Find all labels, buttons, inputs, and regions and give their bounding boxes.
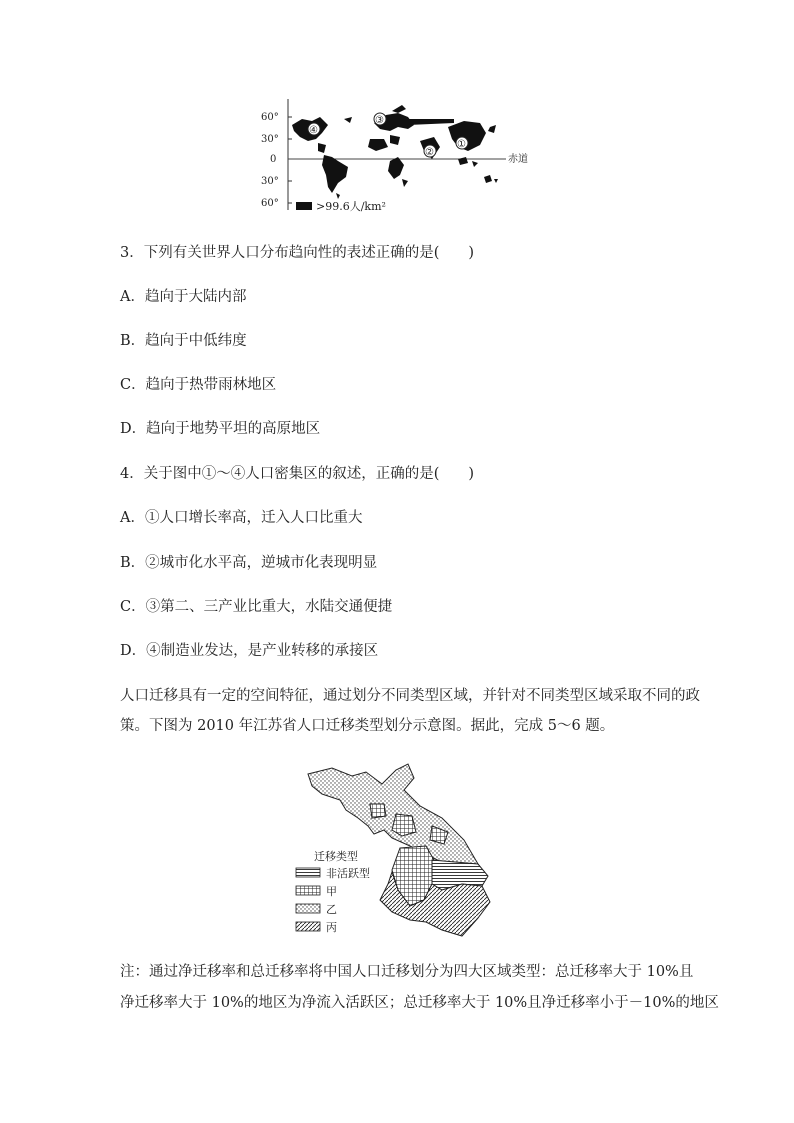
intro-line-2: 策。下图为 2010 年江苏省人口迁移类型划分示意图。据此，完成 5～6 题。 xyxy=(120,718,615,734)
world-population-map xyxy=(258,95,540,220)
legend-swatch-yi xyxy=(296,904,320,913)
q3-stem: 3．下列有关世界人口分布趋向性的表述正确的是( ) xyxy=(120,245,475,261)
legend-title: 迁移类型 xyxy=(314,850,358,863)
intro-line-1: 人口迁移具有一定的空间特征，通过划分不同类型区域，并针对不同类型区域采取不同的政 xyxy=(120,688,700,704)
tick-60n: 60° xyxy=(261,112,279,123)
tick-60s: 60° xyxy=(261,198,279,209)
marker-4: ④ xyxy=(309,125,318,136)
equator-label: 赤道 xyxy=(508,154,528,165)
legend-label-bing: 丙 xyxy=(326,921,337,934)
legend-swatch-jia xyxy=(296,886,320,895)
region-jia-2 xyxy=(392,814,416,836)
tick-30n: 30° xyxy=(261,134,279,145)
legend-label-jia: 甲 xyxy=(326,885,337,898)
marker-1: ① xyxy=(457,139,466,150)
note-line-1: 注：通过净迁移率和总迁移率将中国人口迁移划分为四大区域类型：总迁移率大于 10%且 xyxy=(120,964,694,980)
legend-swatch-inactive xyxy=(296,868,320,877)
jiangsu-migration-map xyxy=(292,760,504,940)
q3-option-a: A．趋向于大陆内部 xyxy=(120,289,247,305)
region-jia-1 xyxy=(370,804,386,818)
legend-label-yi: 乙 xyxy=(326,903,337,916)
marker-2: ② xyxy=(425,147,434,158)
q3-option-b: B．趋向于中低纬度 xyxy=(120,333,247,349)
legend-label-inactive: 非活跃型 xyxy=(326,867,370,880)
legend-swatch xyxy=(296,202,312,210)
q4-option-d: D．④制造业发达，是产业转移的承接区 xyxy=(120,643,379,659)
q4-stem: 4．关于图中①～④人口密集区的叙述，正确的是( ) xyxy=(120,466,475,482)
q4-option-a: A．①人口增长率高，迁入人口比重大 xyxy=(120,510,363,526)
legend-swatch-bing xyxy=(296,922,320,931)
q4-option-b: B．②城市化水平高，逆城市化表现明显 xyxy=(120,555,378,571)
legend-label: >99.6人/km² xyxy=(316,200,386,213)
dense-population-areas xyxy=(292,105,498,199)
q4-option-c: C．③第二、三产业比重大，水陆交通便捷 xyxy=(120,599,393,615)
q3-option-c: C．趋向于热带雨林地区 xyxy=(120,377,277,393)
tick-0: 0 xyxy=(270,154,277,165)
note-line-2: 净迁移率大于 10%的地区为净流入活跃区；总迁移率大于 10%且净迁移率小于－10%的地区 xyxy=(120,995,719,1011)
marker-3: ③ xyxy=(375,115,384,126)
q3-option-d: D．趋向于地势平坦的高原地区 xyxy=(120,421,321,437)
tick-30s: 30° xyxy=(261,176,279,187)
